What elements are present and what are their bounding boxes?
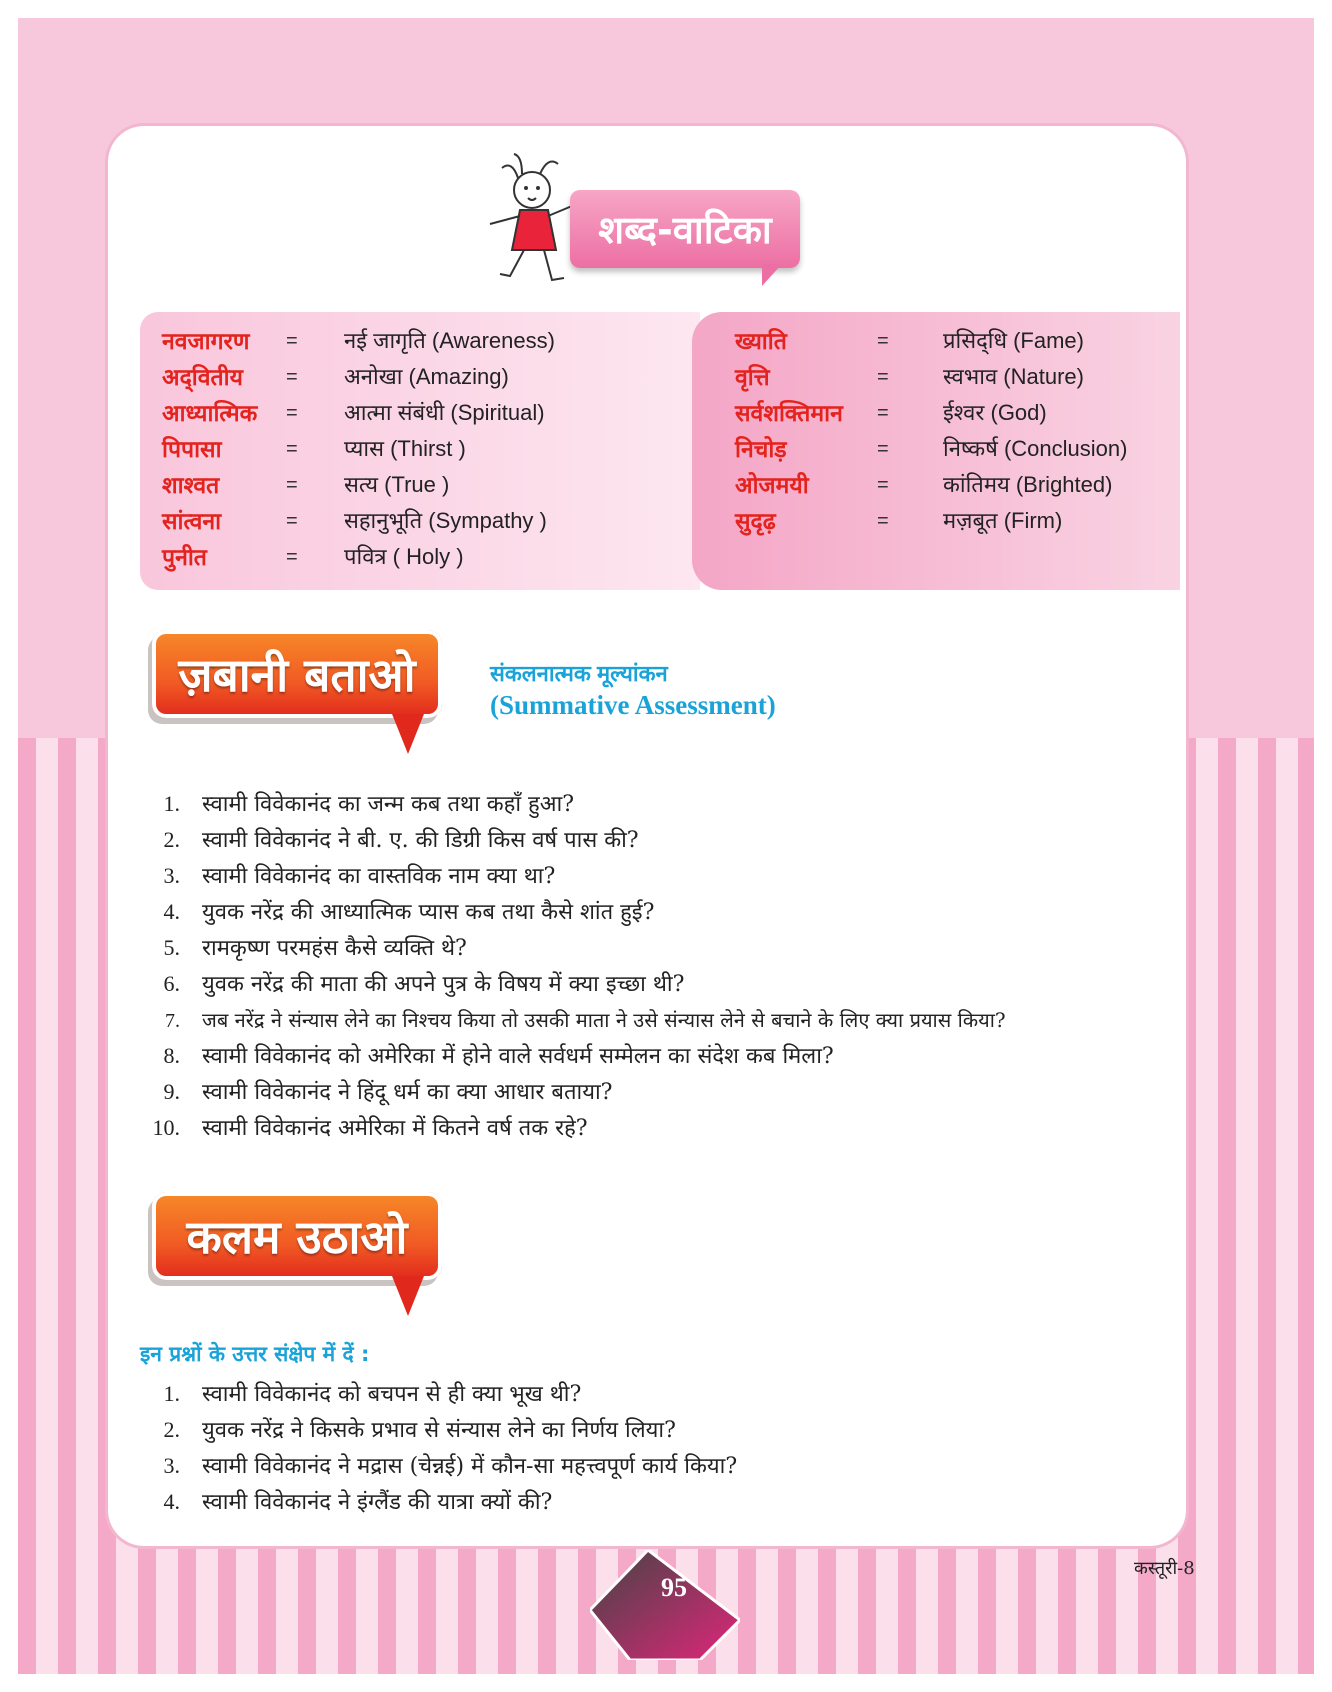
assessment-subtitle-english: (Summative Assessment) [490, 690, 776, 720]
page-number-badge [590, 1550, 740, 1660]
question-text: युवक नरेंद्र ने किसके प्रभाव से संन्यास लेने का निर्णय लिया? [202, 1418, 676, 1443]
vocab-word: शाश्वत [162, 472, 220, 498]
question-number: 9. [163, 1079, 180, 1104]
question-number: 2. [163, 827, 180, 852]
vocab-meaning: स्वभाव (Nature) [943, 364, 1084, 389]
question-text: स्वामी विवेकानंद को बचपन से ही क्या भूख थी? [202, 1382, 582, 1407]
assessment-subtitle-hindi: संकलनात्मक मूल्यांकन [490, 661, 668, 686]
vocab-word: पुनीत [162, 544, 207, 570]
vocab-equals: = [286, 438, 298, 460]
vocab-meaning: आत्मा संबंधी (Spiritual) [344, 400, 545, 425]
oral-section-banner [152, 630, 442, 718]
vocab-meaning: सहानुभूति (Sympathy ) [344, 508, 547, 533]
oral-section-title: ज़बानी बताओ [178, 648, 416, 702]
vocab-equals: = [286, 402, 298, 424]
vocab-meaning: प्रसिद्‌धि (Fame) [943, 328, 1084, 353]
vocab-equals: = [286, 474, 298, 496]
vocab-word: आध्यात्मिक [162, 400, 258, 426]
vocab-equals: = [286, 330, 298, 352]
list-item [138, 1484, 552, 1520]
list-item [138, 822, 639, 858]
vocab-equals: = [877, 438, 889, 460]
vocab-word: अद्‌वितीय [162, 364, 243, 390]
question-text: जब नरेंद्र ने संन्यास लेने का निश्चय किया तो उसकी माता ने उसे संन्यास लेने से बचाने के लिए क्या प्रयास किया? [202, 1008, 1006, 1032]
list-item [138, 1002, 1006, 1038]
title-badge-tail [762, 264, 782, 286]
list-item [138, 1074, 612, 1110]
vocab-word: पिपासा [162, 436, 222, 462]
vocab-word: सांत्वना [162, 508, 222, 534]
vocab-meaning: ईश्वर (God) [943, 400, 1047, 425]
question-number: 10. [152, 1115, 180, 1140]
question-number: 2. [163, 1417, 180, 1442]
vocab-word: सर्वशक्तिमान [735, 400, 843, 426]
vocab-word: नवजागरण [162, 328, 250, 354]
question-text: स्वामी विवेकानंद ने हिंदू धर्म का क्या आधार बताया? [202, 1080, 613, 1105]
question-text: स्वामी विवेकानंद अमेरिका में कितने वर्ष तक रहे? [202, 1116, 588, 1141]
question-number: 4. [163, 1489, 180, 1514]
question-number: 7. [165, 1010, 180, 1032]
list-item [138, 930, 467, 966]
vocab-equals: = [286, 366, 298, 388]
oral-banner-tail [392, 714, 424, 754]
list-item [138, 1110, 588, 1146]
question-text: स्वामी विवेकानंद का जन्म कब तथा कहाँ हुआ? [202, 792, 575, 817]
cartoon-girl-icon [470, 150, 580, 300]
vocabulary-title-badge [570, 190, 800, 268]
question-text: स्वामी विवेकानंद ने इंग्लैंड की यात्रा क्यों की? [202, 1490, 553, 1515]
question-number: 1. [163, 1381, 180, 1406]
written-section-title: कलम उठाओ [186, 1210, 408, 1264]
written-banner-tail [392, 1276, 424, 1316]
question-text: स्वामी विवेकानंद ने बी. ए. की डिग्री किस वर्ष पास की? [202, 828, 639, 853]
list-item [138, 1038, 834, 1074]
written-instruction: इन प्रश्नों के उत्तर संक्षेप में दें : [140, 1342, 370, 1366]
list-item [138, 858, 555, 894]
list-item [138, 1376, 581, 1412]
vocab-meaning: मज़बूत (Firm) [943, 508, 1063, 533]
vocab-equals: = [286, 510, 298, 532]
question-number: 5. [163, 935, 180, 960]
book-name: कस्तूरी-8 [1134, 1558, 1195, 1579]
list-item [138, 1412, 676, 1448]
list-item [138, 894, 654, 930]
vocab-meaning: पवित्र ( Holy ) [344, 544, 464, 569]
question-text: स्वामी विवेकानंद को अमेरिका में होने वाले सर्वधर्म सम्मेलन का संदेश कब मिला? [202, 1044, 834, 1069]
vocabulary-title-area [470, 150, 850, 310]
vocab-meaning: अनोखा (Amazing) [344, 364, 509, 389]
question-number: 4. [163, 899, 180, 924]
vocab-meaning: प्यास (Thirst ) [344, 436, 466, 461]
question-text: रामकृष्ण परमहंस कैसे व्यक्ति थे? [202, 936, 467, 961]
vocab-equals: = [877, 510, 889, 532]
vocab-meaning: निष्कर्ष (Conclusion) [943, 436, 1128, 461]
vocab-meaning: नई जागृति (Awareness) [344, 328, 555, 353]
page-number: 95 [661, 1573, 687, 1602]
question-text: युवक नरेंद्र की आध्यात्मिक प्यास कब तथा कैसे शांत हुई? [202, 900, 655, 925]
vocab-meaning: सत्य (True ) [344, 472, 450, 497]
question-text: स्वामी विवेकानंद का वास्तविक नाम क्या था? [202, 864, 556, 889]
vocab-word: ओजमयी [735, 472, 809, 498]
vocab-equals: = [286, 546, 298, 568]
question-number: 8. [163, 1043, 180, 1068]
vocab-equals: = [877, 402, 889, 424]
question-text: युवक नरेंद्र की माता की अपने पुत्र के विषय में क्या इच्छा थी? [202, 972, 685, 997]
vocab-word: वृत्ति [735, 364, 770, 390]
vocab-word: सुदृढ़ [735, 508, 776, 534]
vocab-word: ख्याति [735, 328, 787, 354]
written-section-banner [152, 1192, 442, 1280]
list-item [138, 966, 684, 1002]
question-number: 6. [163, 971, 180, 996]
vocab-equals: = [877, 474, 889, 496]
vocab-equals: = [877, 330, 889, 352]
list-item [138, 1448, 737, 1484]
question-number: 1. [163, 791, 180, 816]
list-item [138, 786, 574, 822]
vocab-word: निचोड़ [735, 436, 787, 462]
question-number: 3. [163, 863, 180, 888]
question-text: स्वामी विवेकानंद ने मद्रास (चेन्नई) में कौन-सा महत्त्वपूर्ण कार्य किया? [202, 1454, 738, 1479]
vocab-equals: = [877, 366, 889, 388]
vocabulary-title: शब्द-वाटिका [598, 208, 772, 252]
question-number: 3. [163, 1453, 180, 1478]
vocab-meaning: कांतिमय (Brighted) [943, 472, 1113, 497]
